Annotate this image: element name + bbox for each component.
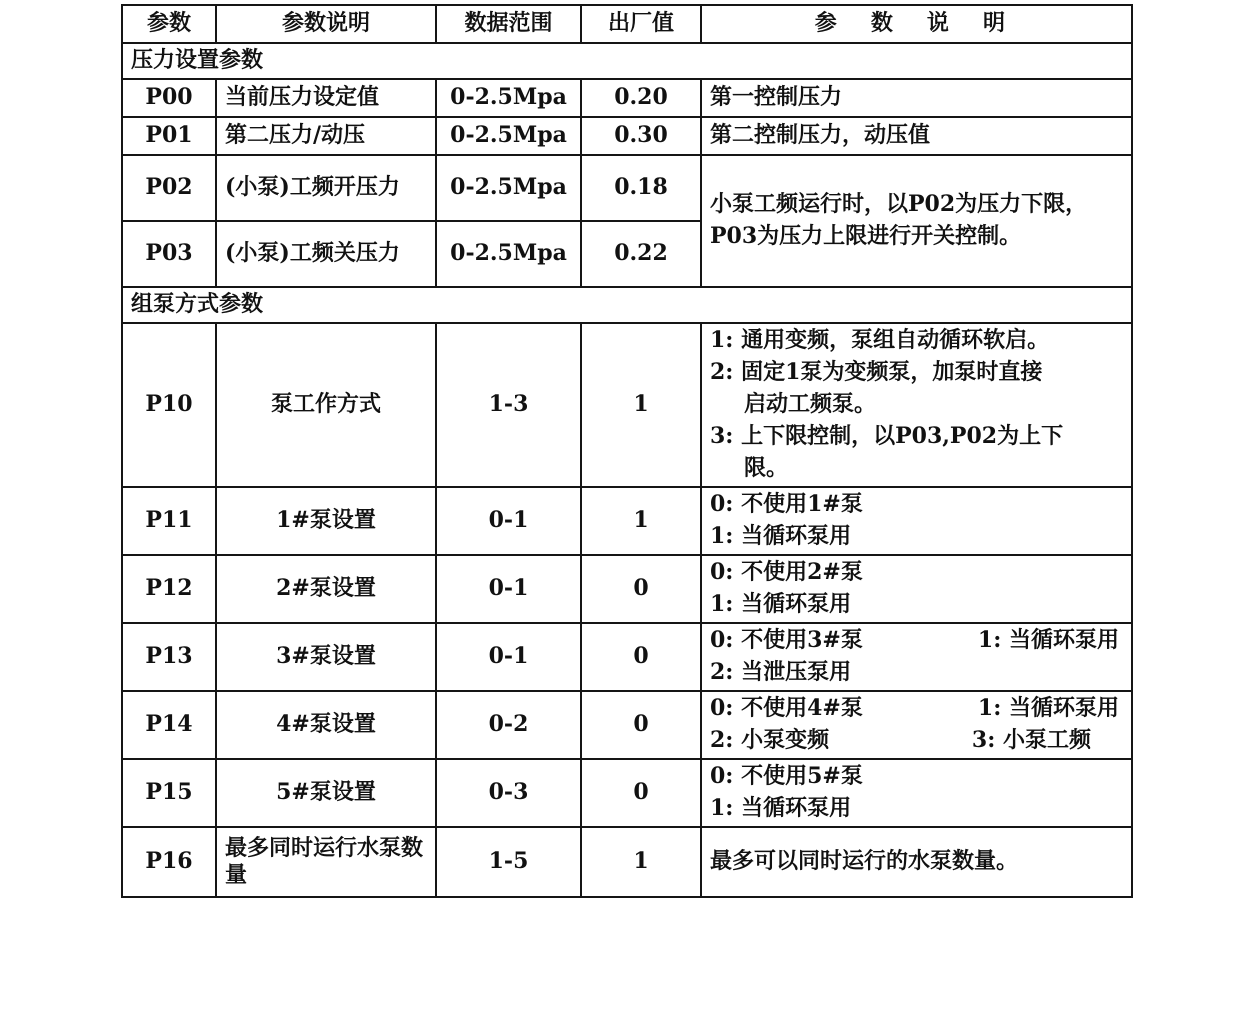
- desc-line: [710, 725, 1123, 757]
- param-name: (小泵)工频关压力: [216, 221, 436, 287]
- header-range: 数据范围: [436, 5, 581, 43]
- section-row-pump-mode: [122, 287, 1132, 323]
- header-param: 参数: [122, 5, 216, 43]
- desc-item: 1: 当循环泵用: [977, 627, 1119, 654]
- param-code: P03: [122, 221, 216, 287]
- param-code: P16: [122, 827, 216, 897]
- param-default: 0.20: [581, 79, 701, 117]
- desc-line: [710, 693, 1123, 725]
- desc-item: 3: 小泵工频: [971, 727, 1091, 753]
- table-row: [122, 623, 1132, 691]
- section-title-pump-mode: 组泵方式参数: [122, 287, 1132, 323]
- param-default: 0: [581, 691, 701, 759]
- desc-line: 启动工频泵。: [744, 391, 877, 418]
- param-code: P01: [122, 117, 216, 155]
- header-default: 出厂值: [581, 5, 701, 43]
- desc-line: [710, 625, 1123, 657]
- table-row: [122, 691, 1132, 759]
- param-name: 第二压力/动压: [216, 117, 436, 155]
- param-range: 0-2.5Mpa: [436, 155, 581, 221]
- desc-line: 限。: [744, 454, 789, 481]
- param-code: P00: [122, 79, 216, 117]
- param-range: 1-5: [436, 827, 581, 897]
- param-description: [701, 691, 1132, 759]
- param-range: 0-1: [436, 487, 581, 555]
- param-description: 第二控制压力，动压值: [701, 117, 1132, 155]
- param-range: 0-2.5Mpa: [436, 117, 581, 155]
- param-code: P15: [122, 759, 216, 827]
- desc-line: 1: 当循环泵用: [710, 591, 852, 617]
- param-code: P12: [122, 555, 216, 623]
- table-row: [122, 827, 1132, 897]
- param-name: 当前压力设定值: [216, 79, 436, 117]
- param-code: P13: [122, 623, 216, 691]
- param-default: 0: [581, 759, 701, 827]
- desc-line: 1: 通用变频，泵组自动循环软启。: [710, 327, 1050, 354]
- parameter-sheet: [121, 4, 1131, 898]
- param-default: 1: [581, 487, 701, 555]
- param-name: 泵工作方式: [216, 323, 436, 487]
- table-row: [122, 487, 1132, 555]
- table-row: [122, 555, 1132, 623]
- param-description: [701, 555, 1132, 623]
- param-default: 1: [581, 827, 701, 897]
- param-description: 第一控制压力: [701, 79, 1132, 117]
- param-default: 0.22: [581, 221, 701, 287]
- param-default: 0: [581, 555, 701, 623]
- param-code: P11: [122, 487, 216, 555]
- param-description: 最多可以同时运行的水泵数量。: [701, 827, 1132, 897]
- desc-line: 2: 固定1泵为变频泵，加泵时直接: [710, 359, 1043, 386]
- desc-item: 0: 不使用4#泵: [710, 695, 863, 722]
- parameter-table: [121, 4, 1133, 898]
- table-row: [122, 155, 1132, 221]
- param-range: 0-2: [436, 691, 581, 759]
- param-name: 2#泵设置: [216, 555, 436, 623]
- section-row-pressure: [122, 43, 1132, 79]
- param-range: 0-2.5Mpa: [436, 221, 581, 287]
- param-description: [701, 487, 1132, 555]
- param-name: 5#泵设置: [216, 759, 436, 827]
- param-range: 0-3: [436, 759, 581, 827]
- param-range: 0-1: [436, 623, 581, 691]
- desc-item: 2: 小泵变频: [710, 727, 830, 753]
- param-name: 4#泵设置: [216, 691, 436, 759]
- param-name: 1#泵设置: [216, 487, 436, 555]
- param-code: P14: [122, 691, 216, 759]
- desc-line: 2: 当泄压泵用: [710, 659, 852, 685]
- table-row: [122, 79, 1132, 117]
- param-name: 最多同时运行水泵数量: [216, 827, 436, 897]
- param-default: 0: [581, 623, 701, 691]
- param-description: 小泵工频运行时，以P02为压力下限，P03为压力上限进行开关控制。: [701, 155, 1132, 287]
- param-default: 1: [581, 323, 701, 487]
- param-name: 3#泵设置: [216, 623, 436, 691]
- header-param-desc: 参数说明: [216, 5, 436, 43]
- param-description: [701, 759, 1132, 827]
- param-code: P02: [122, 155, 216, 221]
- header-description: 参 数 说 明: [701, 5, 1132, 43]
- table-row: [122, 759, 1132, 827]
- param-name: (小泵)工频开压力: [216, 155, 436, 221]
- table-row: [122, 117, 1132, 155]
- desc-line: 0: 不使用2#泵: [710, 559, 863, 586]
- param-code: P10: [122, 323, 216, 487]
- desc-item: 1: 当循环泵用: [977, 695, 1119, 722]
- desc-line: 3: 上下限控制，以P03,P02为上下: [710, 422, 1064, 449]
- desc-line: 0: 不使用5#泵: [710, 763, 863, 790]
- param-default: 0.18: [581, 155, 701, 221]
- desc-line: 0: 不使用1#泵: [710, 491, 863, 518]
- section-title-pressure: 压力设置参数: [122, 43, 1132, 79]
- param-description: [701, 323, 1132, 487]
- param-range: 0-2.5Mpa: [436, 79, 581, 117]
- desc-line: 1: 当循环泵用: [710, 795, 852, 821]
- table-header-row: [122, 5, 1132, 43]
- desc-item: 0: 不使用3#泵: [710, 627, 863, 654]
- param-range: 1-3: [436, 323, 581, 487]
- param-description: [701, 623, 1132, 691]
- table-row: [122, 323, 1132, 487]
- desc-line: 1: 当循环泵用: [710, 523, 852, 549]
- param-range: 0-1: [436, 555, 581, 623]
- param-default: 0.30: [581, 117, 701, 155]
